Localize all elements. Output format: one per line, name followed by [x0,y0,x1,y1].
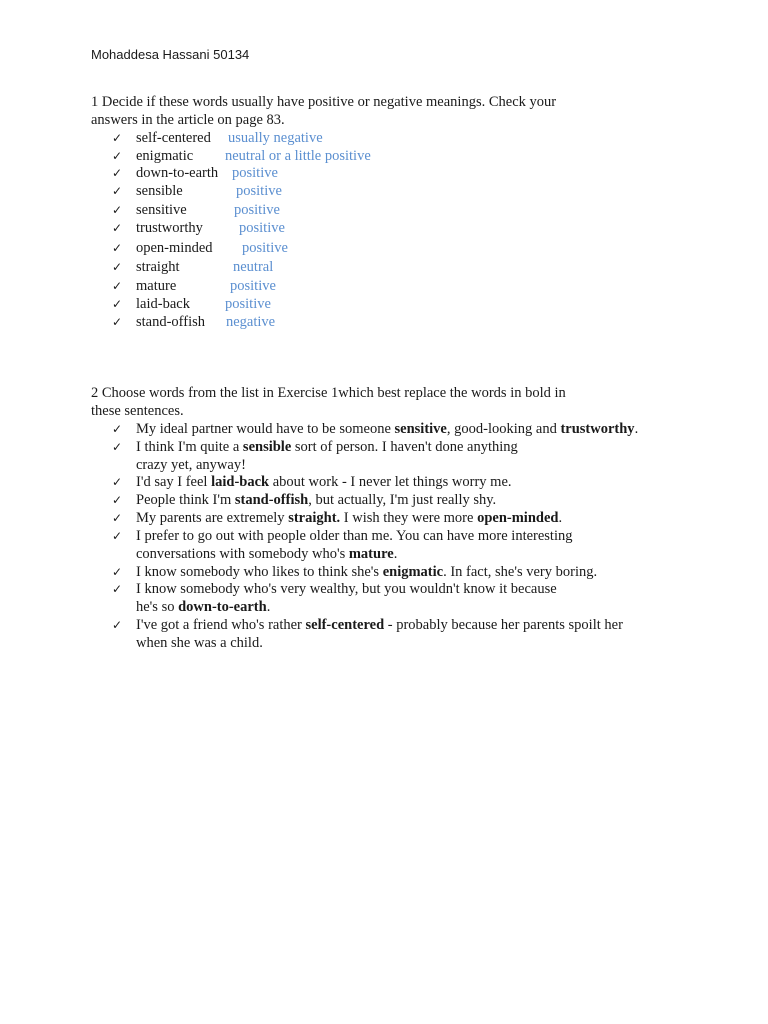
answer: usually negative [228,130,323,146]
checkmark-icon: ✓ [112,618,123,632]
word: enigmatic [136,148,194,164]
checkmark-icon: ✓ [112,511,123,525]
checkmark-icon: ✓ [112,241,123,255]
word: down-to-earth [136,165,219,181]
word: stand-offish [136,314,206,330]
checkmark-icon: ✓ [112,203,123,217]
list-item [112,491,496,509]
exercise-1-instructions [91,93,651,129]
checkmark-icon: ✓ [112,493,123,507]
word: trustworthy [136,220,203,236]
checkmark-icon: ✓ [112,475,123,489]
checkmark-icon: ✓ [112,184,123,198]
word: sensitive [136,202,187,218]
answer: positive [242,240,288,256]
checkmark-icon: ✓ [112,315,123,329]
list-item [112,147,371,165]
list-item [112,616,623,652]
word: open-minded [136,240,213,256]
checkmark-icon: ✓ [112,279,123,293]
list-item [112,277,276,295]
sentence: I know somebody who's very wealthy, but you wouldn't know it because he's so down-to-earth. [136,581,557,615]
exercise-2-instructions-line-1: 2 Choose words from the list in Exercise 1which best replace the words in bold in [91,385,566,401]
list-item [112,438,518,474]
list-item [112,258,274,276]
list-item [112,295,271,313]
list-item [112,219,285,237]
answer: positive [234,202,280,218]
answer: negative [226,314,276,330]
sentence: I'd say I feel laid-back about work - I never let things worry me. [136,474,512,490]
list-item [112,527,573,563]
answer: positive [232,165,278,181]
list-item [112,182,282,200]
list-item [112,473,512,491]
list-item [112,420,638,438]
sentence: My parents are extremely straight. I wish they were more open-minded. [136,510,563,526]
answer: positive [239,220,285,236]
checkmark-icon: ✓ [112,422,123,436]
sentence: I prefer to go out with people older than me. You can have more interesting conversations with somebody who's mature. [136,528,573,562]
checkmark-icon: ✓ [112,440,123,454]
list-item [112,509,562,527]
word: mature [136,278,177,294]
checkmark-icon: ✓ [112,297,123,311]
checkmark-icon: ✓ [112,221,123,235]
exercise-2-instructions [91,384,651,420]
list-item [112,129,323,147]
checkmark-icon: ✓ [112,260,123,274]
sentence: I think I'm quite a sensible sort of person. I haven't done anything crazy yet, anyway! [136,439,518,473]
checkmark-icon: ✓ [112,166,123,180]
exercise-1-instructions-line-1: 1 Decide if these words usually have positive or negative meanings. Check your [91,94,557,110]
answer: positive [236,183,282,199]
checkmark-icon: ✓ [112,582,123,596]
list-item [112,580,557,616]
sentence: I know somebody who likes to think she's enigmatic. In fact, she's very boring. [136,564,598,580]
author-header: Mohaddesa Hassani 50134 [91,47,250,62]
word: sensible [136,183,183,199]
checkmark-icon: ✓ [112,565,123,579]
answer: positive [225,296,271,312]
list-item [112,164,278,182]
sentence: People think I'm stand-offish, but actually, I'm just really shy. [136,492,497,508]
word: straight [136,259,180,275]
word: laid-back [136,296,190,312]
checkmark-icon: ✓ [112,529,123,543]
sentence: I've got a friend who's rather self-centered - probably because her parents spoilt her when she was a child. [136,617,623,651]
answer: neutral [233,259,274,275]
checkmark-icon: ✓ [112,131,123,145]
list-item [112,313,276,331]
exercise-2-instructions-line-2: these sentences. [91,403,184,419]
exercise-1-instructions-line-2: answers in the article on page 83. [91,112,285,128]
checkmark-icon: ✓ [112,149,123,163]
answer: neutral or a little positive [225,148,371,164]
word: self-centered [136,130,211,146]
list-item [112,563,597,581]
list-item [112,201,280,219]
list-item [112,239,288,257]
answer: positive [230,278,276,294]
sentence: My ideal partner would have to be someone sensitive, good-looking and trustworthy. [136,421,639,437]
